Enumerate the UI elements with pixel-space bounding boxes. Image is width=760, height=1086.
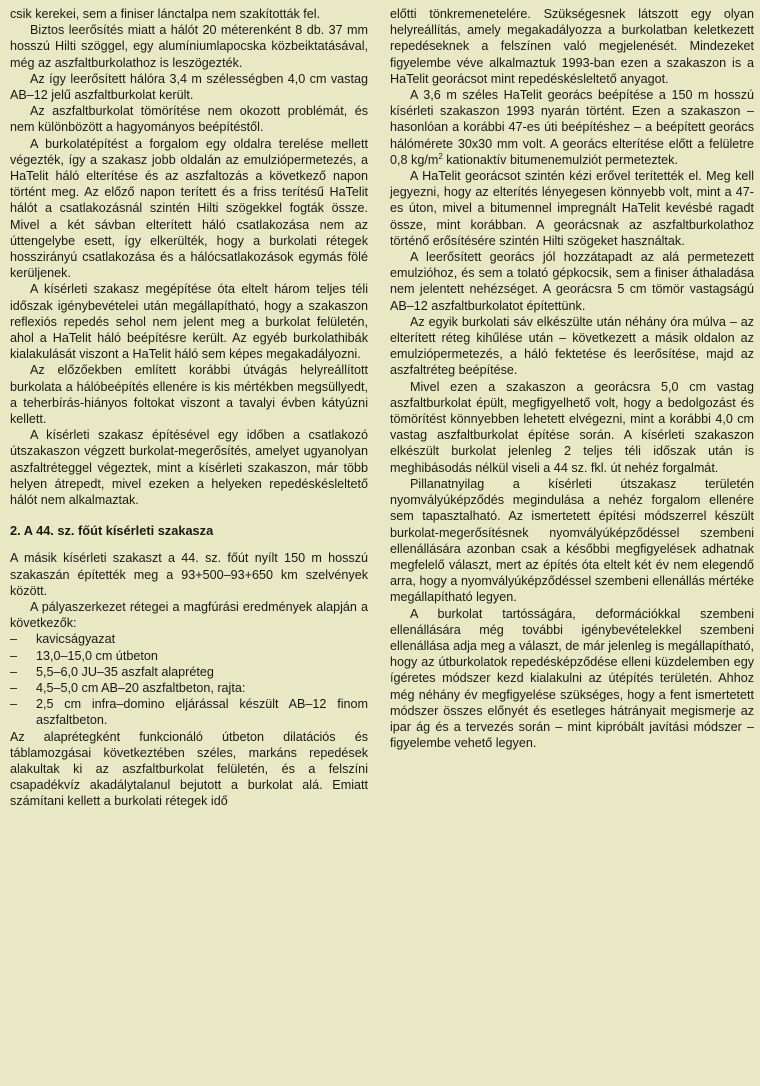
- paragraph: A pályaszerkezet rétegei a magfúrási eredmények alapján a következők:: [10, 599, 368, 631]
- section-heading: 2. A 44. sz. főút kísérleti szakasza: [10, 523, 214, 539]
- paragraph: csik kerekei, sem a finiser lánctalpa nem szakították fel.: [10, 7, 321, 21]
- list-item: [10, 680, 368, 696]
- paragraph: Biztos leerősítés miatt a hálót 20 méterenként 8 db. 37 mm hosszú Hilti szöggel, egy alumíniumlapocska közbeiktatásával, még az aszfaltburkolathoz is leszögezték.: [10, 23, 368, 70]
- paragraph: A leerősített georács jól hozzátapadt az alá permetezett emulzióhoz, és sem a tolató gépkocsik, sem a finiser áthaladása nem jelentett nehézséget. A georácsra 5 cm tömör vastagságú AB–12 aszfaltburkolatot építettünk.: [390, 250, 754, 313]
- left-column: [10, 6, 368, 1086]
- paragraph: A másik kísérleti szakaszt a 44. sz. főút nyílt 150 m hosszú szakaszán építették meg a 93+500–93+650 km szelvények között.: [10, 551, 368, 598]
- paragraph: Az aszfaltburkolat tömörítése nem okozott problémát, és nem különbözött a hagyományos beépítéstől.: [10, 104, 368, 135]
- paragraph: [390, 87, 754, 168]
- paragraph: Az így leerősített hálóra 3,4 m szélességben 4,0 cm vastag AB–12 jelű aszfaltburkolat került.: [10, 71, 368, 103]
- paragraph: Pillanatnyilag a kísérleti útszakasz területén nyomvályúképződés megindulása a nehéz forgalom ellenére sem tapasztalható. Az ismertetett építési módszerrel készült burkolat-megerősítésnek nyomvályúképződéssel szembeni ellenállására azonban csak a későbbi megfigyelések adhatnak megfelelő választ, mert az építés óta eltelt két év nem elegendő arra, hogy a nyomvályúképződéssel szembeni ellenállás mértéke megállapítható legyen.: [390, 476, 754, 605]
- list-item: [10, 631, 368, 647]
- paragraph: Az alaprétegként funkcionáló útbeton dilatációs és táblamozgásai következtében széles, markáns repedések alakultak ki az aszfaltburkolat felületén, és a felszíni csapadékvíz akadálytalanul bejutott a burkolat alá. Emiatt számítani kellett a burkolati rétegek idő: [10, 729, 368, 809]
- list-item-text: kavicságyazat: [36, 632, 116, 647]
- paragraph: A HaTelit georácsot szintén kézi erővel terítették el. Meg kell jegyezni, hogy az elterítés lényegesen könnyebb volt, mint a 47-es úton, mivel a bitumennel impregnált HaTelit kevésbé ragadt össze, mint korábban. A georácsnak az aszfaltburkolathoz történő erősítésére szintén Hilti szögeket használtak.: [390, 169, 754, 248]
- list-dash: –: [10, 680, 18, 695]
- paragraph: Mivel ezen a szakaszon a georácsra 5,0 cm vastag aszfaltburkolat épült, megfigyelhető volt, hogy a bedolgozást és tömörítést könnyebben lehetett elvégezni, mint a korábbi 4,0 cm vastag aszfaltburkolat építése során. A kísérleti szakaszon elkészült burkolat jelenleg 2 teljes téli időszak után is meghibásodás nélkül viseli a 44 sz. fkl. út nehéz forgalmát.: [390, 379, 754, 475]
- list-item: [10, 648, 368, 664]
- list-dash: –: [10, 632, 18, 647]
- list-item-text: 5,5–6,0 JU–35 aszfalt alapréteg: [36, 664, 214, 679]
- paragraph: A burkolat tartósságára, deformációkkal szembeni ellenállására még további igénybevételekkel szembeni ellenállása adja meg a választ, de már jelenleg is megállapítható, hogy az útburkolatok repedésképződése elleni küzdelemben egy ígéretes módszer kezd kialakulni az útépítés területén. Ahhoz még néhány év megfigyelése szükséges, hogy a fent ismertetett módszer összes előnyét és esetleges hátrányait megismerje az ipar ág és a tervezés során – mint kipróbált javítási módszer – figyelembe vehető legyen.: [390, 606, 754, 751]
- unit-exponent: 2: [438, 151, 443, 161]
- pavement-layer-list: [10, 631, 368, 728]
- unit-base: kg/m: [411, 152, 439, 167]
- paragraph-text: A 3,6 m széles HaTelit georács beépítése a 150 m hosszú kísérleti szakaszon 1993 nyarán történt. Ezen a szakaszon – hasonlóan a korábbi 47-es úti beépítéshez – a beépített georács hálómérete 30x30 mm volt. A georács elterítése előtt a felületre 0,8: [390, 88, 754, 167]
- paragraph: Az egyik burkolati sáv elkészülte után néhány óra múlva – az elterített réteg kihűlése után – következett a másik oldalon az emulziópermetezés, a háló fektetése és leerősítése, majd az aszfaltréteg beépítése.: [390, 314, 754, 378]
- list-item-text: 13,0–15,0 cm útbeton: [36, 648, 158, 663]
- paragraph: előtti tönkremenetelére. Szükségesnek látszott egy olyan helyreállítás, amely megakadályozza a burkolatban keletkezett repedéseknek a felszínen való megjelenését. Mindezeket figyelembe véve alkalmaztuk 1993-ban ezen a szakaszon is a HaTelit georácsot mint repedéskésleltető anyagot.: [390, 7, 754, 86]
- paragraph: Az előzőekben említett korábbi útvágás helyreállított burkolata a hálóbeépítés ellenére is kis mértékben megsüllyedt, a teherbírás-hiányos foltokat viszont a tavalyi évben kátyúzni kellett.: [10, 363, 368, 427]
- paragraph-text: kationaktív bitumenemulziót permeteztek.: [442, 152, 678, 167]
- list-dash: –: [10, 697, 18, 712]
- list-item-text: 2,5 cm infra–domino eljárással készült AB–12 finom aszfaltbeton.: [36, 697, 368, 728]
- paragraph: A kísérleti szakasz építésével egy időben a csatlakozó útszakaszon végzett burkolat-megerősítés, amelyet ugyanolyan aszfaltréteggel végeztek, mint a kísérleti szakaszon, már több helyen átrepedt, mivel ezeken a helyeken repedéskésleltető hálót nem alkalmaztak.: [10, 428, 368, 508]
- list-item: [10, 664, 368, 680]
- paragraph: A kísérleti szakasz megépítése óta eltelt három teljes téli időszak igénybevételei után megállapítható, hogy a szakaszon reflexiós repedés sehol nem jelent meg a burkolat felületén, ahol a HaTelit háló beépítésre került. Az egyéb burkolathibák kialakulását viszont a HaTelit háló sem képes megakadályozni.: [10, 282, 368, 362]
- paragraph: A burkolatépítést a forgalom egy oldalra terelése mellett végezték, így a szakasz jobb oldalán az emulziópermetezés, a HaTelit háló elterítése és az aszfaltozás a következő napon történt meg. Az előző napon terített és a friss terítésű HaTelit hálót a csatlakozásnál szintén Hilti szögekkel fogták össze. Mivel a két sávban elterített háló csatlakozása nem az úttengelybe esett, így elkerülték, hogy a burkolati rétegek hosszirányú csatlakozása és a hálócsatlakozások egymás fölé kerüljenek.: [10, 136, 368, 281]
- list-item-text: 4,5–5,0 cm AB–20 aszfaltbeton, rajta:: [36, 680, 246, 695]
- list-item: [10, 696, 368, 728]
- list-dash: –: [10, 648, 18, 663]
- list-dash: –: [10, 664, 18, 679]
- right-column: [390, 6, 754, 1086]
